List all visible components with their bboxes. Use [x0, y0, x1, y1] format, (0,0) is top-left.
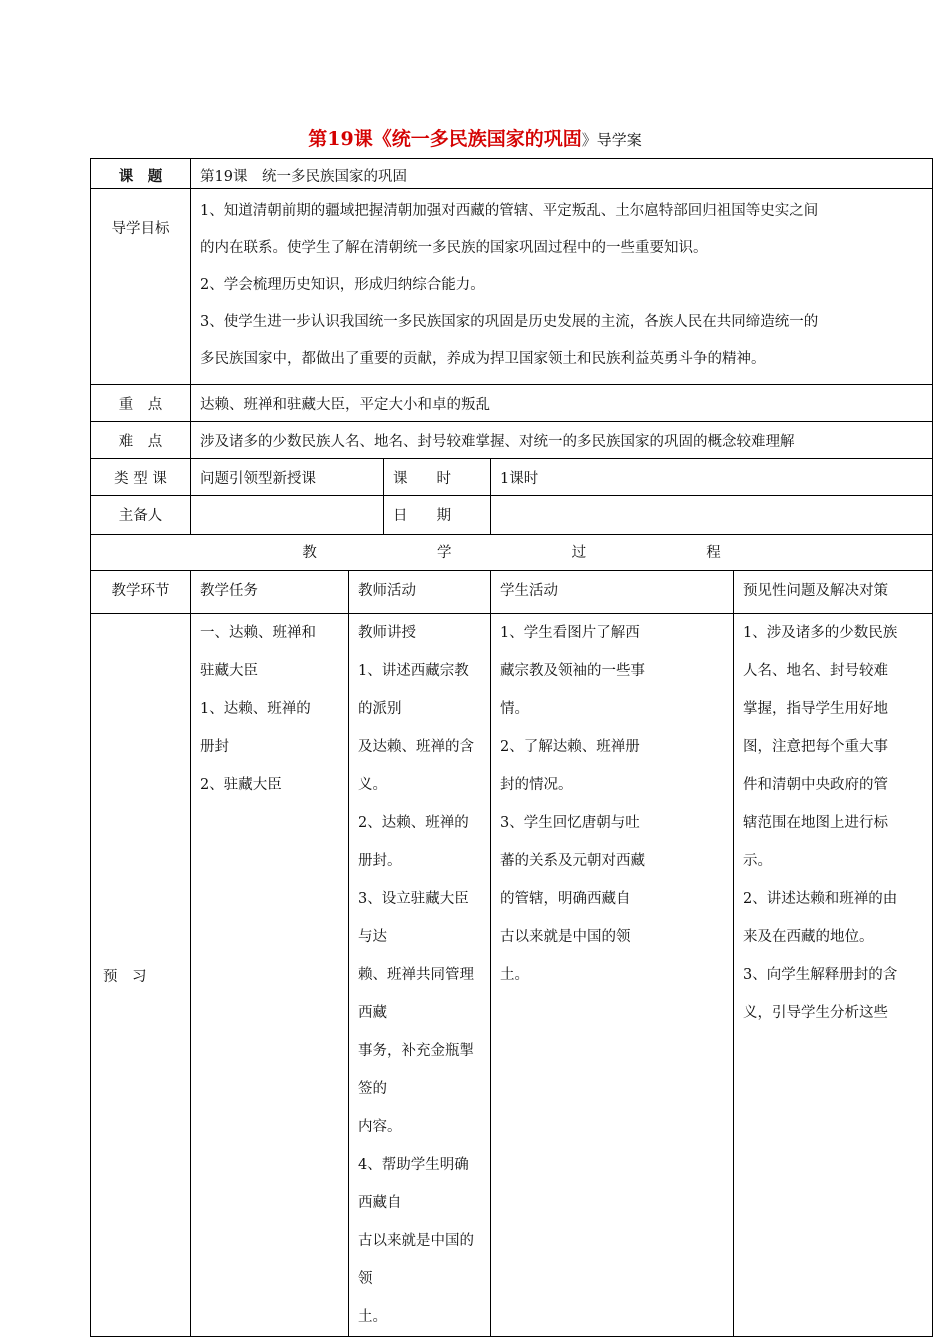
solution-line: 1、涉及诸多的少数民族: [743, 625, 898, 641]
process-char: 教: [302, 545, 317, 561]
teacher-line: 4、帮助学生明确西藏自: [358, 1157, 469, 1211]
col-header-student: 学生活动: [491, 571, 734, 614]
student-line: 的管辖，明确西藏自: [500, 891, 631, 907]
title-suffix: 》导学案: [581, 131, 642, 149]
task-line: 驻藏大臣: [200, 663, 258, 679]
goal-line: 2、学会梳理历史知识，形成归纳综合能力。: [200, 277, 485, 293]
solution-line: 辖范围在地图上进行标: [743, 815, 888, 831]
topic-value: 第19课 统一多民族国家的巩固: [191, 159, 933, 189]
goals-cell: [191, 189, 933, 385]
process-char: 程: [706, 545, 721, 561]
difficult-value: 涉及诸多的少数民族人名、地名、封号较难掌握、对统一的多民族国家的巩固的概念较难理解: [191, 422, 933, 459]
task-line: 1、达赖、班禅的: [200, 701, 311, 717]
date-value: [491, 496, 933, 535]
student-line: 1、学生看图片了解西: [500, 625, 640, 641]
hours-label: 课 时: [384, 459, 491, 496]
solution-line: 人名、地名、封号较难: [743, 663, 888, 679]
type-value: 问题引领型新授课: [191, 459, 384, 496]
solution-line: 3、向学生解释册封的含: [743, 967, 898, 983]
teacher-line: 土。: [358, 1309, 387, 1325]
student-cell: [491, 614, 734, 1337]
process-row: [91, 535, 933, 571]
solution-line: 图，注意把每个重大事: [743, 739, 888, 755]
difficult-label: 难 点: [91, 422, 191, 459]
solution-line: 2、讲述达赖和班禅的由: [743, 891, 898, 907]
column-header-row: [91, 571, 933, 614]
author-row: [91, 496, 933, 535]
col-header-teacher: 教师活动: [349, 571, 491, 614]
type-label: 类 型 课: [91, 459, 191, 496]
student-line: 封的情况。: [500, 777, 573, 793]
solution-line: 掌握，指导学生用好地: [743, 701, 888, 717]
task-line: 一、达赖、班禅和: [200, 625, 316, 641]
page-title: [0, 124, 950, 151]
teacher-cell: [349, 614, 491, 1337]
solution-line: 件和清朝中央政府的管: [743, 777, 888, 793]
student-line: 3、学生回忆唐朝与吐: [500, 815, 640, 831]
teacher-line: 古以来就是中国的领: [358, 1233, 474, 1287]
goal-line: 1、知道清朝前期的疆域把握清朝加强对西藏的管辖、平定叛乱、土尔扈特部回归祖国等史实之间: [200, 203, 819, 219]
task-cell: [191, 614, 349, 1337]
col-header-task: 教学任务: [191, 571, 349, 614]
title-main: 第19课《统一多民族国家的巩固: [308, 128, 582, 150]
process-header: [91, 535, 933, 571]
student-line: 2、了解达赖、班禅册: [500, 739, 640, 755]
student-line: 蕃的关系及元朝对西藏: [500, 853, 645, 869]
date-label: 日 期: [384, 496, 491, 535]
lesson-plan-table: [90, 158, 933, 1337]
process-char: 学: [436, 545, 452, 561]
topic-row: [91, 159, 933, 189]
process-char: 过: [571, 545, 587, 561]
hours-value: 1课时: [491, 459, 933, 496]
solution-cell: [734, 614, 933, 1337]
task-line: 2、驻藏大臣: [200, 777, 282, 793]
topic-label: 课 题: [91, 159, 191, 189]
goal-line: 多民族国家中，都做出了重要的贡献，养成为捍卫国家领土和民族利益英勇斗争的精神。: [200, 351, 766, 367]
type-row: [91, 459, 933, 496]
key-value: 达赖、班禅和驻藏大臣，平定大小和卓的叛乱: [191, 385, 933, 422]
teacher-line: 2、达赖、班禅的册封。: [358, 815, 469, 869]
goal-line: 3、使学生进一步认识我国统一多民族国家的巩固是历史发展的主流，各族人民在共同缔造统一的: [200, 314, 819, 330]
goals-row: [91, 189, 933, 385]
col-header-stage: 教学环节: [91, 571, 191, 614]
goal-line: 的内在联系。使学生了解在清朝统一多民族的国家巩固过程中的一些重要知识。: [200, 240, 708, 256]
author-value: [191, 496, 384, 535]
teacher-line: 3、设立驻藏大臣与达: [358, 891, 469, 945]
author-label: 主备人: [91, 496, 191, 535]
col-header-solution: 预见性问题及解决对策: [734, 571, 933, 614]
goals-label: 导学目标: [91, 189, 191, 385]
task-line: 册封: [200, 739, 229, 755]
student-line: 藏宗教及领袖的一些事: [500, 663, 645, 679]
solution-line: 示。: [743, 853, 772, 869]
student-line: 情。: [500, 701, 529, 717]
student-line: 古以来就是中国的领: [500, 929, 631, 945]
key-label: 重 点: [91, 385, 191, 422]
solution-line: 义，引导学生分析这些: [743, 1005, 888, 1021]
solution-line: 来及在西藏的地位。: [743, 929, 874, 945]
teacher-line: 1、讲述西藏宗教的派别: [358, 663, 469, 717]
key-row: [91, 385, 933, 422]
teacher-line: 教师讲授: [358, 625, 416, 641]
teacher-line: 内容。: [358, 1119, 402, 1135]
teacher-line: 赖、班禅共同管理西藏: [358, 967, 474, 1021]
teacher-line: 及达赖、班禅的含义。: [358, 739, 474, 793]
teacher-line: 事务，补充金瓶掣签的: [358, 1043, 474, 1097]
stage-cell: 预 习: [91, 614, 191, 1337]
preview-row: [91, 614, 933, 1337]
student-line: 土。: [500, 967, 529, 983]
difficult-row: [91, 422, 933, 459]
